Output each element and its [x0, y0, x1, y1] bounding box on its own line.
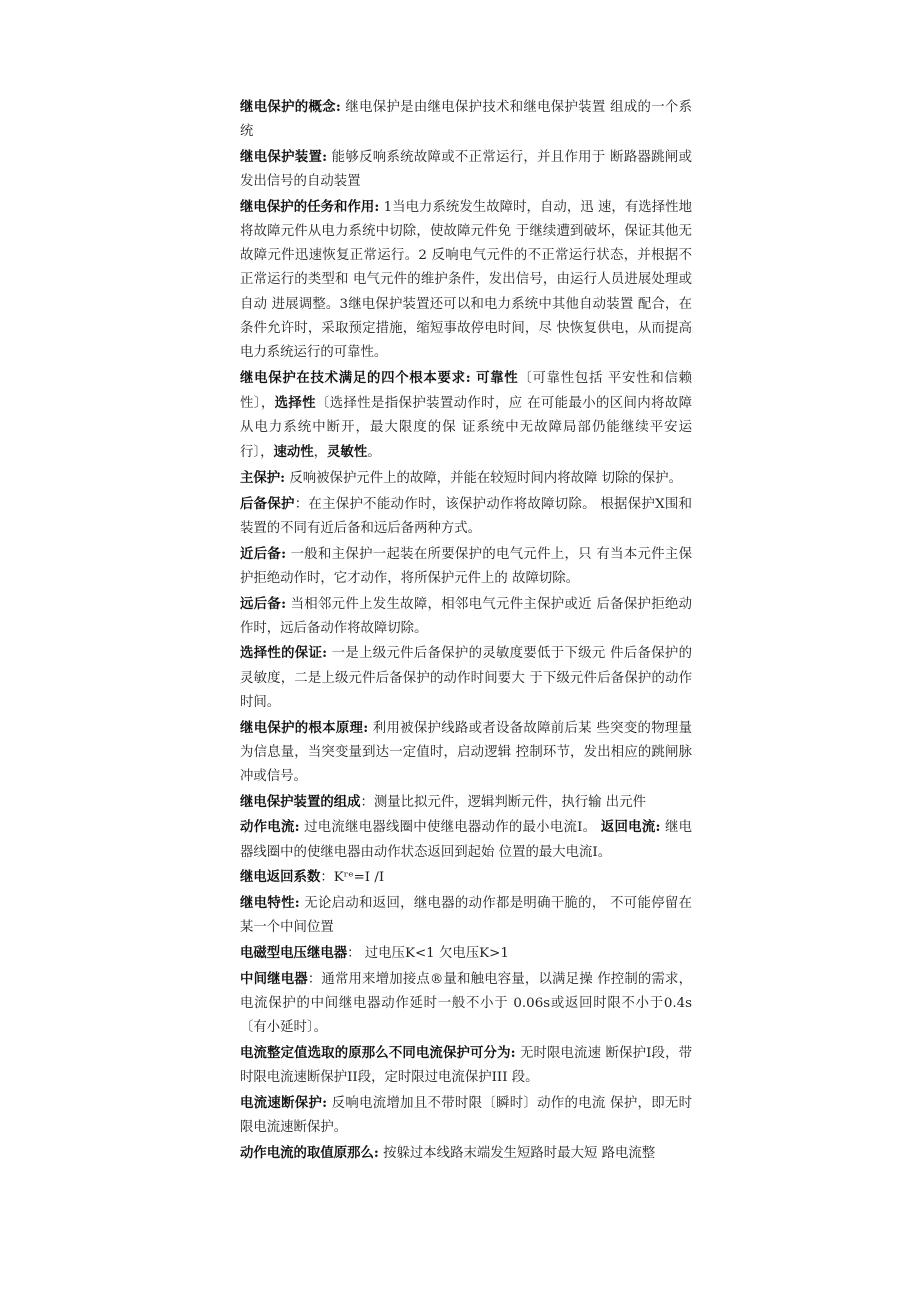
term-text: 继电保护是由继电保护技术和继电保护装置 组成的一个系统 [240, 100, 692, 140]
paragraph-return-coefficient [240, 865, 692, 890]
term-text: 1当电力系统发生故障时，自动，迅 速，有选择性地将故障元件从电力系统中切除，使故障元件免 于继续遭到破坏，保证其他无故障元件迅速恢复正常运行。2 反响电气元件的不正常运行状态，并根据不正常运行的类型和 电气元件的维护条件，发出信号，由运行人员进展处理或自动 进展调整。3继电保护装置还可以和电力系统中其他自动装置 配合，在条件允许时，采取预定措施，缩短事故停电时间，尽 快恢复供电，从而提高电力系统运行的可靠性。 [240, 199, 692, 361]
paragraph-tasks [240, 195, 692, 365]
term-text: 按躲过本线路末端发生短路时最大短 路电流整 [378, 1145, 656, 1161]
term-text: 继电器线圈中的使继电器由动作状态返回到起始 位置的最大电流I。 [240, 820, 692, 860]
term-text: 无时限电流速 断保护I段，带时限电流速断保护II段，定时限过电流保护III 段。 [240, 1045, 692, 1085]
term-title: 动作电流: [240, 819, 300, 836]
term-text: 〔可靠性包括 平安性和信赖性〕， [240, 370, 692, 411]
term-title: 继电返回系数 [240, 869, 321, 886]
requirement-reliability: 可靠性 [470, 369, 519, 386]
term-text: ： 过电压K<1 欠电压K>1 [347, 945, 509, 961]
term-text: 反响电流增加且不带时限〔瞬时〕动作的电流 保护，即无时限电流速断保护。 [240, 1095, 692, 1135]
paragraph-requirements [240, 366, 692, 466]
term-title: 动作电流的取值原那么: [240, 1144, 379, 1161]
term-title: 远后备: [240, 595, 287, 612]
term-text: 一是上级元件后备保护的灵敏度要低于下级元 件后备保护的灵敏度，二是上级元件后备保护的动作时间要大 于下级元件后备保护的动作时间。 [240, 646, 692, 710]
term-text: ：测量比拟元件，逻辑判断元件，执行输 出元件 [360, 794, 646, 810]
term-title: 近后备: [240, 545, 287, 562]
term-text: ， [313, 445, 328, 461]
paragraph-intermediate-relay [240, 967, 692, 1041]
term-text: 过电流继电器线圈中使继电器动作的最小电流I。 [299, 820, 601, 836]
paragraph-instant-protection [240, 1091, 692, 1140]
paragraph-current-setting [240, 1041, 692, 1090]
paragraph-composition [240, 790, 692, 815]
term-title: 电磁型电压继电器 [240, 944, 348, 961]
paragraph-backup-protection [240, 492, 692, 541]
term-title: 电流整定值选取的原那么不同电流保护可分为: [240, 1044, 516, 1061]
term-title: 选择性的保证: [240, 645, 328, 662]
term-title: 继电保护的概念: [240, 99, 341, 115]
paragraph-concept [240, 95, 692, 144]
term-text: 。 [367, 445, 381, 461]
term-text: 〔选择性是指保护装置动作时，应 在可能最小的区间内将故障从电力系统中断开，最大限度的保 证系统中无故障局部仍能继续平安运行〕， [240, 395, 692, 461]
document-body [240, 95, 692, 1166]
term-text: ：在主保护不能动作时，该保护动作将故障切除。 根据保护X围和装置的不同有近后备和远后备两种方式。 [240, 496, 693, 536]
term-text: 一般和主保护一起装在所要保护的电气元件上，只 有当本元件主保护拒绝动作时，它才动作，将所保护元件上的 故障切除。 [240, 546, 692, 586]
term-text: 利用被保护线路或者设备故障前后某 些突变的物理量为信息量，当突变量到达一定值时，启动逻辑 控制环节，发出相应的跳闸脉冲或信号。 [240, 720, 692, 784]
term-title: 继电保护的任务和作用: [240, 198, 380, 215]
term-title: 继电保护装置的组成 [240, 793, 361, 810]
term-title: 主保护: [240, 470, 286, 487]
term-text: ：通常用来增加接点®量和触电容量，以满足操 作控制的需求，电流保护的中间继电器动作延时一般不小于 0.06s或返回时限不小于0.4s 〔有小延时〕。 [240, 971, 692, 1036]
term-title: 继电保护装置: [240, 148, 328, 165]
paragraph-near-backup [240, 542, 692, 591]
term-title: 中间继电器 [240, 970, 308, 987]
requirement-selectivity: 选择性 [274, 394, 316, 411]
paragraph-voltage-relay [240, 941, 692, 966]
requirement-sensitivity: 灵敏性 [327, 444, 368, 461]
requirement-speed: 速动性 [273, 444, 314, 461]
paragraph-selectivity [240, 641, 692, 715]
paragraph-device [240, 145, 692, 194]
term-text: 当相邻元件上发生故障，相邻电气元件主保护或近 后备保护拒绝动作时，远后备动作将故障切除。 [240, 596, 692, 636]
term-title: 电流速断保护: [240, 1094, 328, 1111]
term-title-return-current: 返回电流: [600, 819, 661, 836]
paragraph-operating-current [240, 815, 692, 864]
paragraph-main-protection [240, 466, 692, 491]
term-text: ：Kʳᵉ=I /I [320, 870, 385, 886]
term-text: 反响被保护元件上的故障，并能在较短时间内将故障 切除的保护。 [285, 471, 682, 487]
paragraph-current-principle [240, 1141, 692, 1166]
term-title: 后备保护 [240, 495, 295, 512]
term-text: 无论启动和返回，继电器的动作都是明确干脆的， 不可能停留在某一个中间位置 [240, 896, 692, 936]
paragraph-relay-characteristic [240, 891, 692, 940]
term-title: 继电保护在技术满足的四个根本要求: [240, 369, 471, 386]
paragraph-principle [240, 716, 692, 790]
paragraph-far-backup [240, 592, 692, 641]
term-title: 继电特性: [240, 895, 300, 911]
term-text: 能够反响系统故障或不正常运行，并且作用于 断路器跳闸或发出信号的自动装置 [240, 149, 692, 190]
term-title: 继电保护的根本原理: [240, 719, 369, 736]
